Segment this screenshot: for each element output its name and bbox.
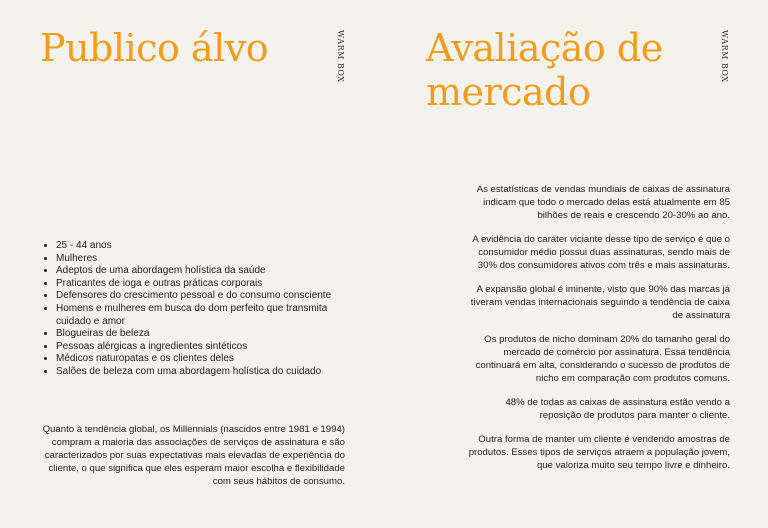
market-paragraph: 48% de todas as caixas de assinatura estão vendo a reposição de produtos para manter o cliente. xyxy=(505,397,730,421)
right-page xyxy=(384,0,768,528)
market-paragraph: Outra forma de manter um cliente é vendendo amostras de produtos. Esses tipos de serviços atraem a população jovem, que valoriza muito seu tempo livre e dinheiro. xyxy=(468,434,730,471)
audience-list xyxy=(40,240,356,379)
audience-item: • Médicos naturopatas e os clientes deles xyxy=(56,353,356,366)
market-paragraph: A expansão global é iminente, visto que 90% das marcas já tiveram vendas internacionais seguindo a tendência de caixa de assinatura xyxy=(470,284,730,321)
audience-item: • Adeptos de uma abordagem holística da saúde xyxy=(56,265,356,278)
brand-label: WARM BOX xyxy=(336,30,345,83)
audience-item: • 25 - 44 anos xyxy=(56,240,356,253)
page-title-market-evaluation: Avaliação de mercado xyxy=(426,26,663,114)
market-paragraph: As estatísticas de vendas mundiais de caixas de assinatura indicam que todo o mercado delas está atualmente em 85 bilhões de reais e crescendo 20-30% ao ano. xyxy=(476,184,730,221)
trend-paragraph: Quanto à tendência global, os Millennials (nascidos entre 1981 e 1994) compram a maioria das associações de serviços de assinatura e são caracterizados por suas expectativas mais elevadas de experiência do cliente, o que significa que eles esperam maior escolha e flexibilidade com seus hábitos de consumo. xyxy=(42,424,345,487)
market-paragraphs xyxy=(464,183,730,483)
audience-item: • Defensores do crescimento pessoal e do consumo consciente xyxy=(56,290,356,303)
audience-item: • Mulheres xyxy=(56,253,356,266)
audience-item: • Salões de beleza com uma abordagem holística do cuidado xyxy=(56,366,356,379)
page-title-target-audience: Publico álvo xyxy=(40,26,269,70)
brand-label: WARM BOX xyxy=(720,30,729,83)
market-paragraph: Os produtos de nicho dominam 20% do tamanho geral do mercado de comércio por assinatura. Essa tendência continuará em alta, considerando o sucesso de produtos de nicho em comparação com produtos comuns. xyxy=(475,334,730,384)
audience-item: • Homens e mulheres em busca do dom perfeito que transmita cuidado e amor xyxy=(56,303,356,328)
audience-item: • Praticantes de ioga e outras práticas corporais xyxy=(56,278,356,291)
audience-item: • Blogueiras de beleza xyxy=(56,328,356,341)
market-paragraph: A evidência do caráter viciante desse tipo de serviço é que o consumidor médio possui duas assinaturas, sendo mais de 30% dos consumidores ativos com três e mais assinaturas. xyxy=(472,234,730,271)
audience-item: • Pessoas alérgicas a ingredientes sintéticos xyxy=(56,341,356,354)
